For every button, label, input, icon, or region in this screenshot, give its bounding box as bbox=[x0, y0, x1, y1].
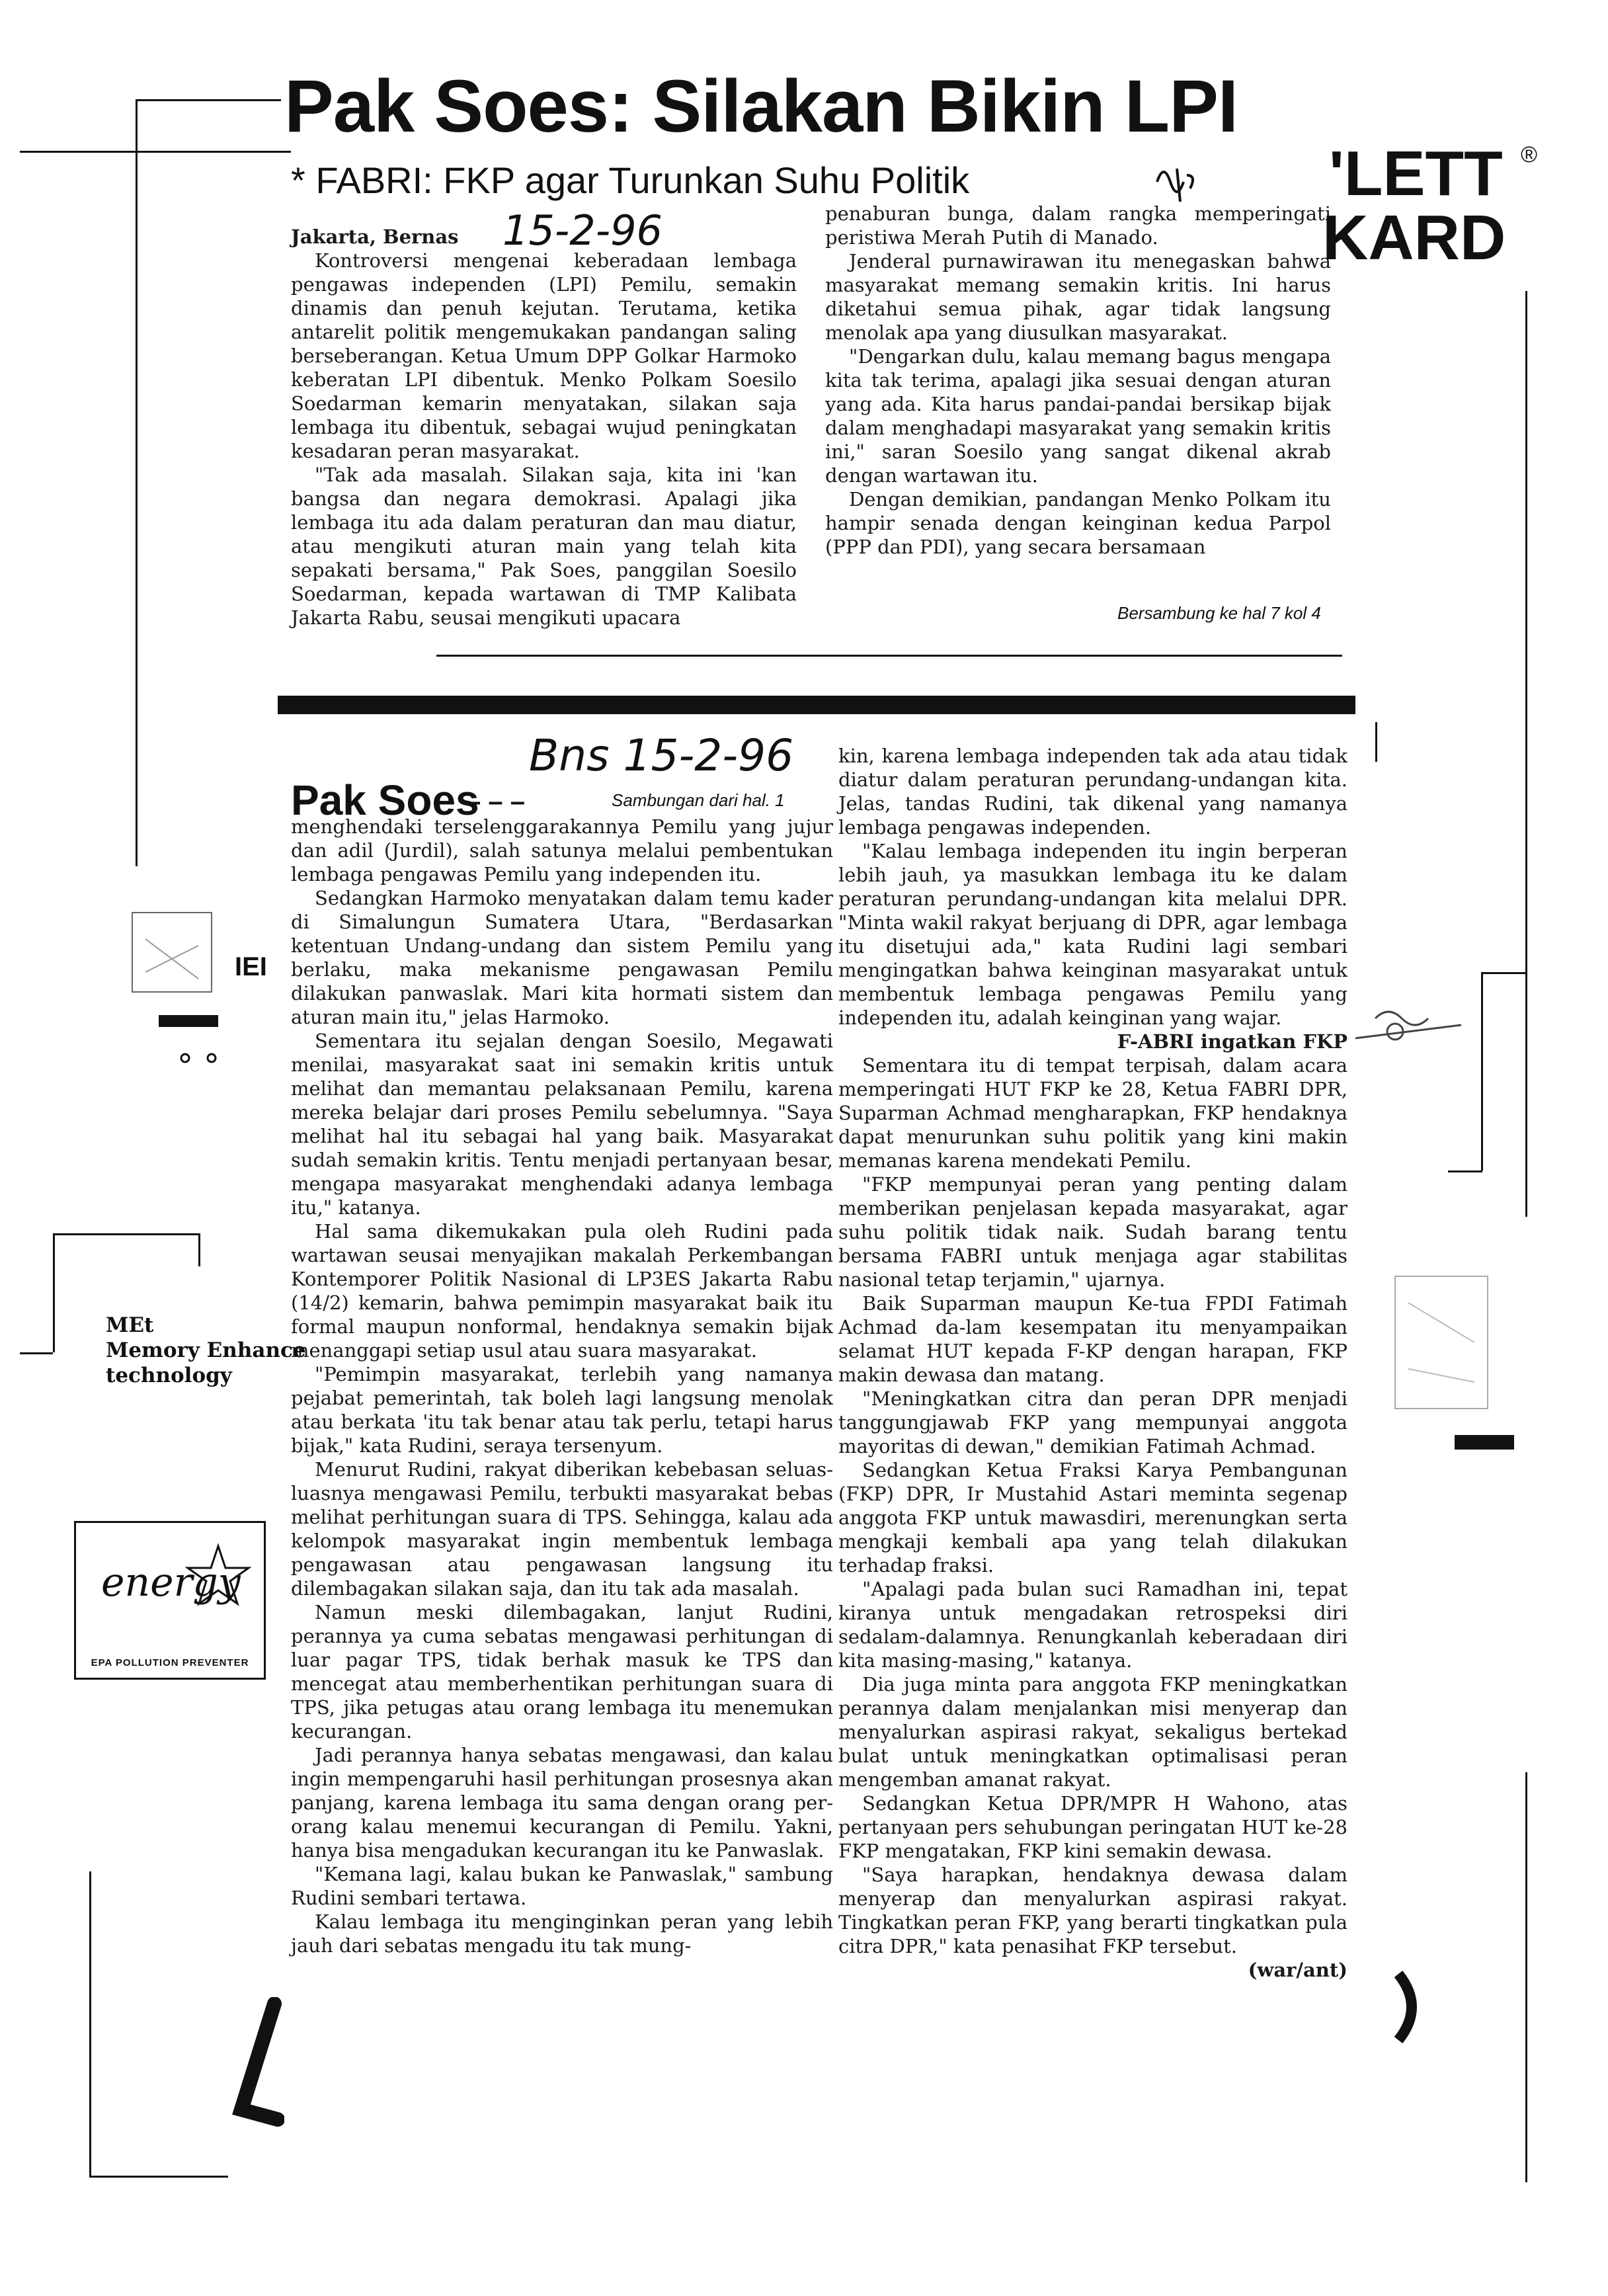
bottom-col2b-para-6: "Apalagi pada bulan suci Ramadhan ini, tepat kiranya untuk mengadakan retrospeksi diri sedalam-dalamnya. Renungkanlah keberadaan diri kita masing-masing," katanya. bbox=[838, 1578, 1347, 1672]
top-col2-para-3: "Dengarkan dulu, kalau memang bagus mengapa kita tak terima, apalagi jika sesuai dengan aturan yang ada. Kita harus pandai-pandai bersikap bijak dalam menghadapi masyarakat yang semakin kritis ini," saran Soesilo yang sangat dikenal akrab dengan wartawan itu. bbox=[825, 345, 1331, 487]
frame-left-horizontal bbox=[20, 151, 291, 153]
bottom-article-col-1 bbox=[291, 815, 833, 1957]
continued-from-note: Sambungan dari hal. 1 bbox=[612, 790, 785, 810]
energy-star-caption: EPA POLLUTION PREVENTER bbox=[91, 1657, 249, 1668]
top-col2-para-1: penaburan bunga, dalam rangka memperingati peristiwa Merah Putih di Manado. bbox=[825, 202, 1331, 249]
energy-star-word: energy bbox=[101, 1559, 241, 1606]
bottom-col1-para-8: Jadi perannya hanya sebatas mengawasi, dan kalau ingin mempengaruhi hasil perhitungan prosesnya akan panjang, karena lembaga itu sama dengan orang per-orang kalau menemui kecurangan di Pemilu. Yakni, hanya bisa mengadukan kecurangan itu ke Panwaslak. bbox=[291, 1744, 833, 1862]
printer-illustration bbox=[119, 899, 264, 1071]
bottom-col1-para-1: menghendaki terselenggarakannya Pemilu yang jujur dan adil (Jurdil), salah satunya melalui pembentukan lembaga pengawas Pemilu yang independen itu. bbox=[291, 815, 833, 885]
frame-right-bracket-top bbox=[1375, 722, 1377, 762]
handwritten-date: 15-2-96 bbox=[502, 206, 663, 255]
frame-left-bottom-horizontal bbox=[89, 2176, 228, 2178]
section-divider-bar bbox=[278, 696, 1355, 714]
bottom-col2b-para-5: Sedangkan Ketua Fraksi Karya Pembangunan (FKP) DPR, Ir Mustahid Astari meminta segenap anggota FKP untuk mawasdiri, merenungkan serta mengkaji kembali apa yang telah dilakukan terhadap fraksi. bbox=[838, 1459, 1347, 1577]
top-byline: Jakarta, Bernas bbox=[291, 226, 459, 248]
top-article-col-1 bbox=[291, 225, 797, 630]
met-line-3: technology bbox=[106, 1364, 232, 1387]
top-article-bottom-rule bbox=[436, 655, 1342, 657]
top-col2-para-4: Dengan demikian, pandangan Menko Polkam itu hampir senada dengan keinginan kedua Parpol (PPP dan PDI), yang secara bersamaan bbox=[825, 488, 1331, 558]
ad-fragment-line-1: 'LETT bbox=[1329, 138, 1503, 209]
right-illustration-mid bbox=[1382, 1263, 1501, 1422]
bottom-col2b-para-7: Dia juga minta para anggota FKP meningkatkan perannya dalam menjalankan misi menyerap dan menyalurkan aspirasi rakyat, sekaligus bertekad bulat untuk meningkatkan optimalisasi peran mengemban amanat rakyat. bbox=[838, 1673, 1347, 1791]
article-credit: (war/ant) bbox=[1248, 1959, 1347, 1981]
frame-right-mid-bracket bbox=[1481, 972, 1527, 974]
frame-met-bottom bbox=[20, 1352, 53, 1354]
met-line-2: Memory Enhance bbox=[106, 1338, 306, 1362]
top-col1-para-1: Kontroversi mengenai keberadaan lembaga pengawas independen (LPI) Pemilu, semakin dinamis dan penuh kejutan. Terutama, ketika antarelit politik mengemukakan pandangan saling berseberangan. Ketua Umum DPP Golkar Harmoko keberatan LPI dibentuk. Menko Polkam Soesilo Soedarman kemarin menyatakan, silakan saja lembaga itu dibentuk, sebagai wujud peningkatan kesadaran peran masyarakat. bbox=[291, 249, 797, 462]
printer-label: IEI bbox=[235, 952, 267, 981]
bottom-col2b-para-2: "FKP mempunyai peran yang penting dalam memberikan penjelasan kepada masyarakat, agar suhu politik tidak naik. Sudah barang tentu bersama FABRI untuk menjaga agar stabilitas nasional tetap terjamin," ujarnya. bbox=[838, 1173, 1347, 1291]
bottom-col1-para-5: "Pemimpin masyarakat, terlebih yang namanya pejabat pemerintah, tak boleh lagi langsung menolak atau berkata 'itu tak benar atau tak perlu, tetapi harus bijak," kata Rudini, seraya tersenyum. bbox=[291, 1363, 833, 1457]
bottom-col1-para-10: Kalau lembaga itu menginginkan peran yang lebih jauh dari sebatas mengadu itu tak mung- bbox=[291, 1910, 833, 1957]
bottom-col1-para-6: Menurut Rudini, rakyat diberikan kebebasan seluas-luasnya mengawasi Pemilu, terbukti masyarakat bebas melihat perhitungan suara di TPS. Sehingga, kalau ada kelompok masyarakat ingin membentuk lembaga pengawasan atau pengawasan langsung itu dilembagakan silakan saja, dan itu tak ada masalah. bbox=[291, 1458, 833, 1600]
ad-registered-mark: ® bbox=[1521, 142, 1538, 167]
frame-top-left-horizontal bbox=[136, 99, 281, 101]
met-line-1: MEt bbox=[106, 1313, 154, 1337]
frame-right-mid-bracket-v bbox=[1481, 972, 1483, 1170]
star-icon bbox=[185, 1543, 251, 1609]
bottom-col1-para-2: Sedangkan Harmoko menyatakan dalam temu kader di Simalungun Sumatera Utara, "Berdasarkan ketentuan Undang-undang dan sistem Pemilu yang berlaku, maka mekanisme pengawasan Pemilu dilakukan panwaslak. Mari kita hormati sistem dan aturan main itu," jelas Harmoko. bbox=[291, 887, 833, 1028]
frame-met-bracket bbox=[53, 1233, 198, 1235]
frame-right-bottom-vertical bbox=[1525, 1772, 1527, 2182]
bottom-subhead: F-ABRI ingatkan FKP bbox=[1117, 1030, 1347, 1053]
energy-star-logo bbox=[74, 1521, 266, 1680]
frame-left-vertical-top bbox=[136, 99, 138, 866]
handwritten-source-note: Bns 15-2-96 bbox=[529, 730, 794, 781]
bottom-page-head: Pak Soes bbox=[291, 776, 479, 824]
top-headline: Pak Soes: Silakan Bikin LPI bbox=[284, 65, 1238, 147]
bottom-article-col-2 bbox=[838, 744, 1347, 1982]
bottom-col2b-para-8: Sedangkan Ketua DPR/MPR H Wahono, atas pertanyaan pers sehubungan peringatan HUT ke-28 FKP mengatakan, FKP kini semakin dewasa. bbox=[838, 1792, 1347, 1862]
bottom-col2b-para-3: Baik Suparman maupun Ke-tua FPDI Fatimah Achmad da-lam kesempatan itu menyampaikan selamat HUT kepada F-KP dengan harapan, FKP makin dewasa dan matang. bbox=[838, 1292, 1347, 1386]
bottom-col2-para-1: kin, karena lembaga independen tak ada atau tidak diatur dalam peraturan perundang-undangan kita. Jelas, tandas Rudini, tak dikenal yang namanya lembaga pengawas independen. bbox=[838, 745, 1347, 839]
ad-fragment-line-2: KARD bbox=[1322, 202, 1506, 273]
top-col1-para-2: "Tak ada masalah. Silakan saja, kita ini 'kan bangsa dan negara demokrasi. Apalagi jika lembaga itu ada dalam peraturan dan mau diatur, atau mengikuti aturan main yang telah kita sepakati bersama," Pak Soes, panggilan Soesilo Soedarman, kepada wartawan di TMP Kalibata Jakarta Rabu, seusai mengikuti upacara bbox=[291, 464, 797, 629]
left-bracket-glyph bbox=[225, 1997, 284, 2129]
frame-met-bracket-r bbox=[198, 1233, 200, 1266]
top-subheadline: * FABRI: FKP agar Turunkan Suhu Politik bbox=[291, 159, 970, 201]
top-article-col-2 bbox=[825, 202, 1331, 559]
frame-met-bracket-v bbox=[53, 1233, 55, 1352]
bottom-col1-para-3: Sementara itu sejalan dengan Soesilo, Megawati menilai, masyarakat saat ini semakin kritis untuk melihat dan memantau pelaksanaan Pemilu, karena mereka belajar dari proses Pemilu sebelumnya. "Saya melihat hal itu sebagai hal yang baik. Masyarakat sudah semakin kritis. Tentu menjadi pertanyaan besar, mengapa masyarakat menghendaki adanya lembaga itu," katanya. bbox=[291, 1030, 833, 1219]
top-col2-para-2: Jenderal purnawirawan itu menegaskan bahwa masyarakat memang semakin kritis. Ini harus diketahui semua pihak, agar tidak langsung menolak apa yang diusulkan masyarakat. bbox=[825, 250, 1331, 344]
bottom-col1-para-7: Namun meski dilembagakan, lanjut Rudini, perannya ya cuma sebatas mengawasi perhitungan di luar pagar TPS, tidak berhak masuk ke TPS dan mencegat atau memberhentikan perhitungan suara di TPS, jika petugas atau orang lembaga itu menemukan kecurangan. bbox=[291, 1601, 833, 1742]
right-illustration-top bbox=[1349, 992, 1468, 1071]
bottom-page-head-dashes: – – – bbox=[466, 787, 525, 816]
frame-left-bottom-vertical bbox=[89, 1871, 91, 2176]
right-illustration-bar bbox=[1455, 1435, 1514, 1450]
frame-right-mid-bracket-b bbox=[1448, 1170, 1482, 1172]
bottom-col2b-para-4: "Meningkatkan citra dan peran DPR menjadi tanggungjawab FKP yang mempunyai anggota mayoritas di dewan," demikian Fatimah Achmad. bbox=[838, 1387, 1347, 1457]
bottom-col2b-para-1: Sementara itu di tempat terpisah, dalam acara memperingati HUT FKP ke 28, Ketua FABRI DPR, Suparman Achmad mengharapkan, FKP hendaknya dapat menurunkan suhu politik yang kini makin memanas karena mendekati Pemilu. bbox=[838, 1054, 1347, 1172]
right-bracket-glyph bbox=[1388, 1967, 1428, 2047]
bottom-col2b-para-9: "Saya harapkan, hendaknya dewasa dalam menyerap dan menyalurkan aspirasi rakyat. Tingkatkan peran FKP, yang berarti tingkatkan pula citra DPR," kata penasihat FKP tersebut. bbox=[838, 1864, 1347, 1957]
frame-right-vertical bbox=[1525, 291, 1527, 1217]
top-continued-note: Bersambung ke hal 7 kol 4 bbox=[1117, 603, 1321, 623]
bottom-col1-para-9: "Kemana lagi, kalau bukan ke Panwaslak," sambung Rudini sembari tertawa. bbox=[291, 1863, 833, 1909]
bottom-col1-para-4: Hal sama dikemukakan pula oleh Rudini pada wartawan seusai menyajikan makalah Perkembangan Kontemporer Politik Nasional di LP3ES Jakarta Rabu (14/2) kemarin, bahwa pemimpin masyarakat baik itu formal maupun nonformal, hendaknya semakin bijak menanggapi setiap usul atau suara masyarakat. bbox=[291, 1220, 833, 1362]
bottom-col2-para-2: "Kalau lembaga independen itu ingin berperan lebih jauh, ya masukkan lembaga itu ke dalam peraturan perundang-undangan kita melalui DPR. "Minta wakil rakyat berjuang di DPR, agar lembaga itu disetujui ada," kata Rudini lagi sembari mengingatkan bahwa keinginan masyarakat untuk membentuk lembaga pengawas Pemilu yang independen itu, adalah keinginan yang wajar. bbox=[838, 840, 1347, 1029]
signature-mark bbox=[1150, 155, 1203, 208]
